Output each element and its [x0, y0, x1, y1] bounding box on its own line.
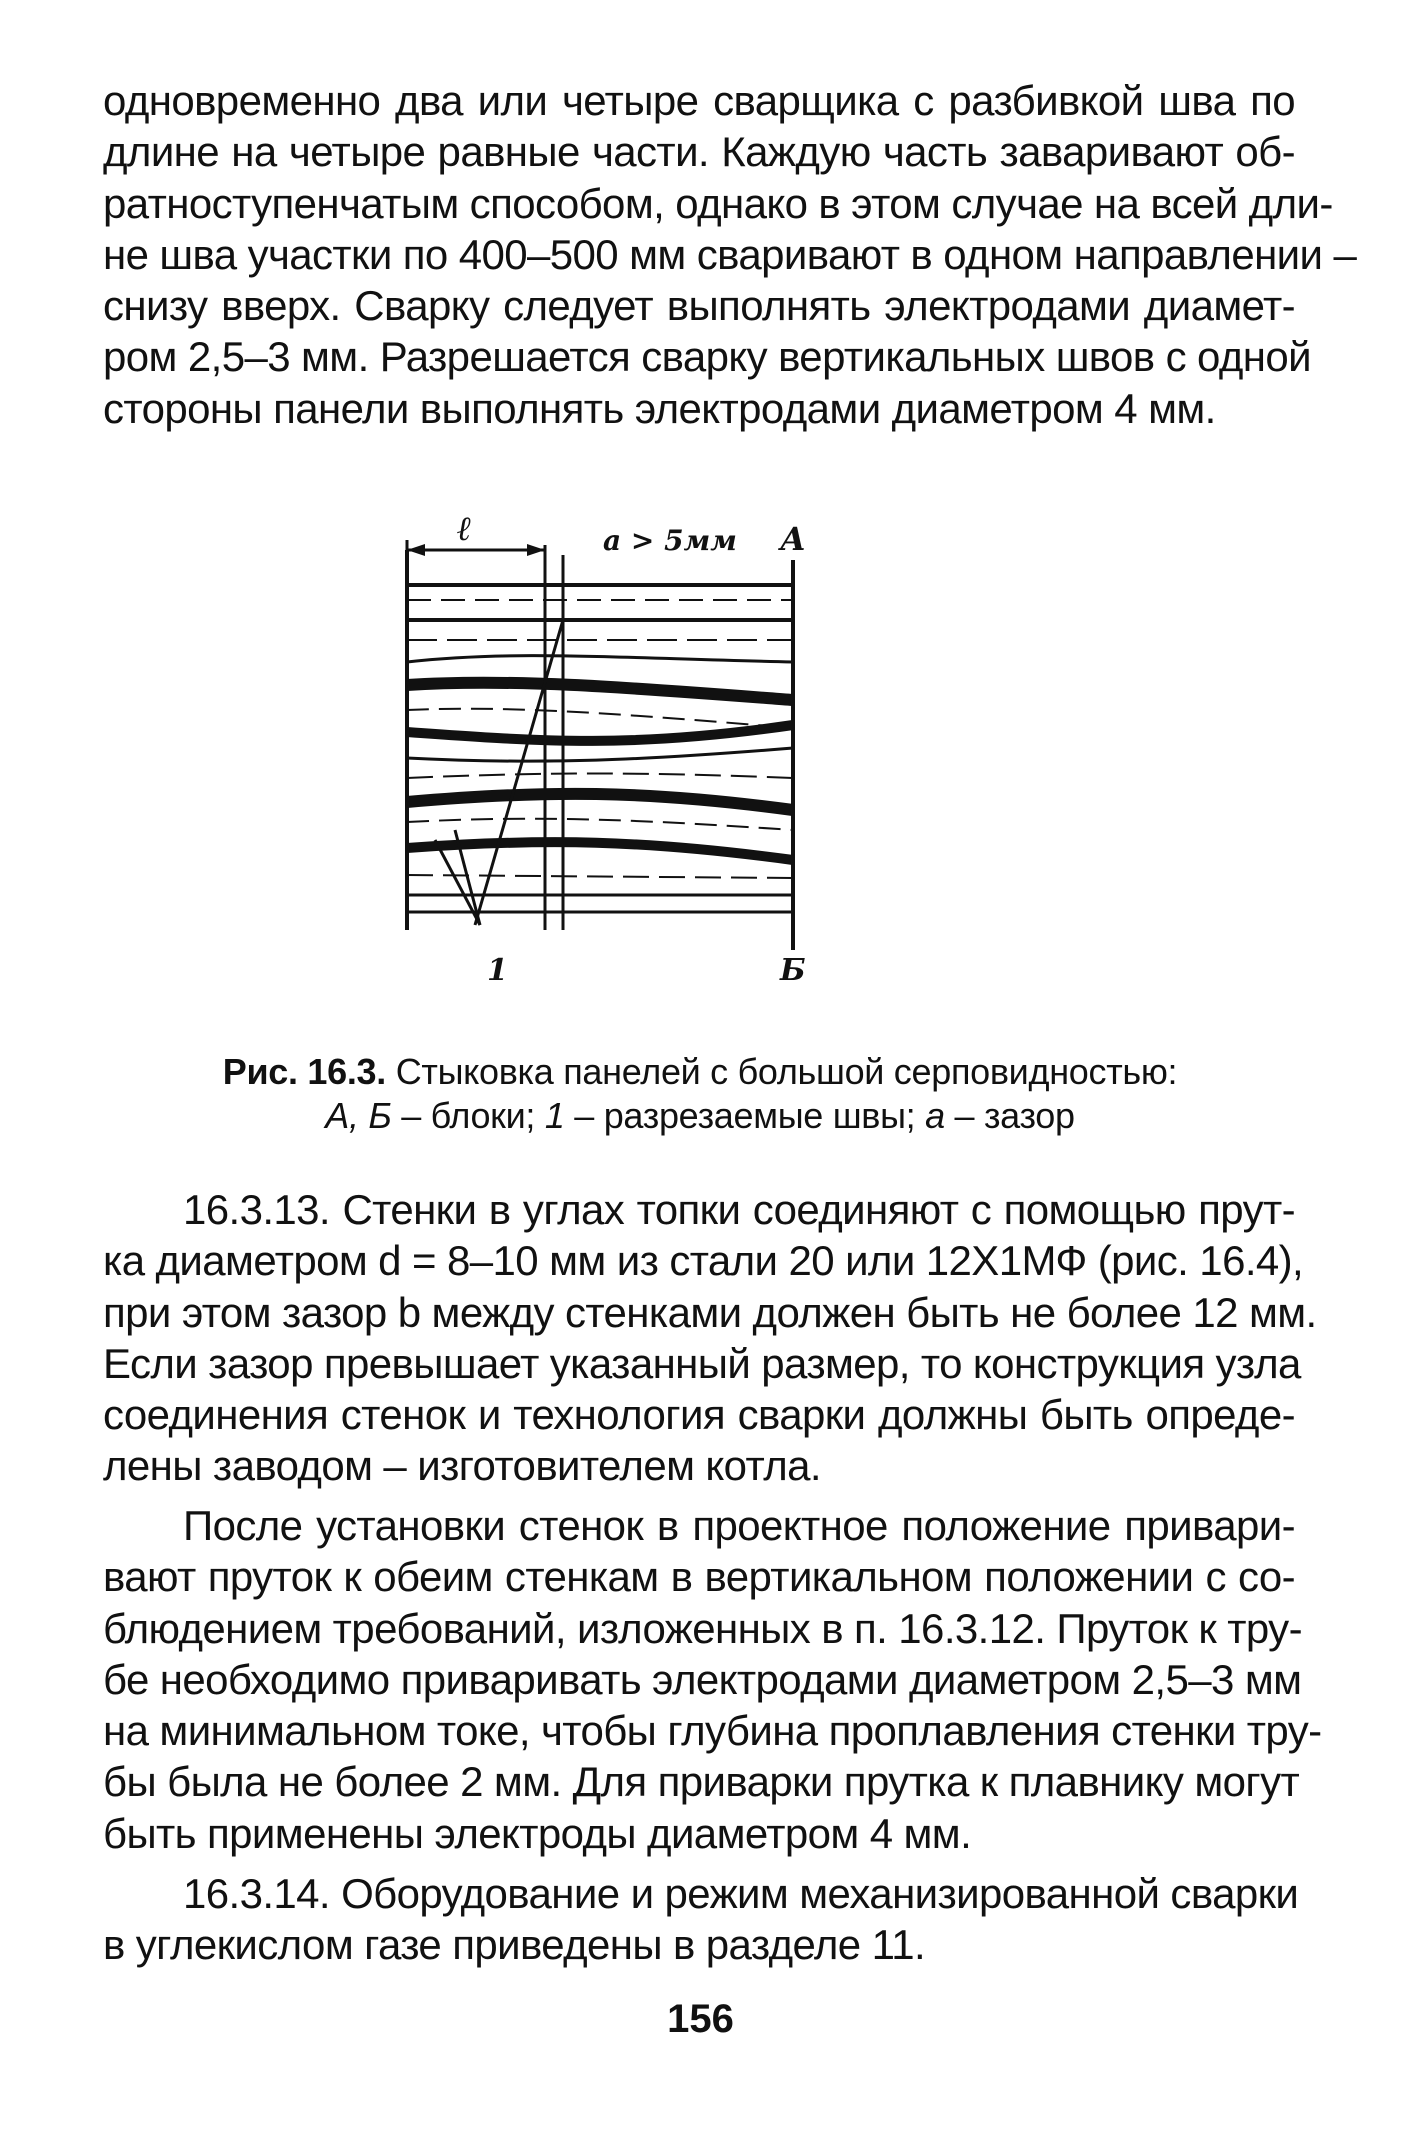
text-line: ром 2,5–3 мм. Разрешается сварку вертикальных швов с одной [103, 333, 1311, 381]
fin-row-4 [407, 709, 793, 728]
text-line: длине на четыре равные части. Каждую часть заваривают об- [103, 128, 1295, 176]
text-line: на минимальном токе, чтобы глубина проплавления стенки тру- [103, 1707, 1322, 1755]
label-block-a: А [780, 520, 807, 558]
text-line: не шва участки по 400–500 мм сваривают в одном направлении – [103, 230, 1357, 278]
caption-text: – разрезаемые швы; [564, 1095, 926, 1136]
caption-gap-letter: а [925, 1095, 945, 1136]
top-paragraph [103, 75, 1357, 434]
text-line: одновременно два или четыре сварщика с разбивкой шва по [103, 77, 1295, 124]
caption-line-1 [150, 1050, 1250, 1094]
dimension-arrow-left [407, 544, 425, 556]
caption-line-2 [150, 1094, 1250, 1138]
text-line: ратноступенчатым способом, однако в этом случае на всей дли- [103, 179, 1333, 227]
text-line: бе необходимо приваривать электродами диаметром 2,5–3 мм [103, 1655, 1302, 1703]
panel-joint-drawing [395, 510, 1015, 1000]
tube-row-4-thick [407, 683, 793, 700]
caption-blocks-letters: А, Б [325, 1095, 392, 1136]
text-line: снизу вверх. Сварку следует выполнять электродами диамет- [103, 282, 1295, 330]
text-line: в углекислом газе приведены в разделе 11. [103, 1921, 926, 1969]
caption-figure-number: Рис. 16.3. [222, 1051, 386, 1092]
text-line: при этом зазор b между стенками должен быть не более 12 мм. [103, 1288, 1317, 1336]
tube-row-6 [407, 748, 793, 761]
figure-caption [150, 1050, 1250, 1138]
caption-title: Стыковка панелей с большой серповидностью: [395, 1051, 1178, 1092]
text-line: блюдением требований, изложенных в п. 16.3.12. Пруток к тру- [103, 1604, 1302, 1652]
paragraph-rod-welding [103, 1500, 1322, 1859]
tube-row-5-thick [407, 725, 793, 741]
text-line: Если зазор превышает указанный размер, то конструкция узла [103, 1339, 1301, 1387]
text-line: стороны панели выполнять электродами диаметром 4 мм. [103, 384, 1216, 432]
label-seam-1: 1 [487, 953, 508, 988]
tube-row-7-thick [407, 794, 793, 810]
text-line: лены заводом – изготовителем котла. [103, 1442, 821, 1490]
label-gap-a: a > 5мм [603, 524, 737, 557]
caption-seam-number: 1 [544, 1095, 565, 1136]
leader-gap-a [475, 620, 563, 925]
fin-row-7 [407, 819, 793, 830]
label-block-b: Б [780, 953, 806, 988]
paragraph-16-3-14 [103, 1868, 1299, 1971]
text-line: ка диаметром d = 8–10 мм из стали 20 или 12Х1МФ (рис. 16.4), [103, 1237, 1304, 1285]
tube-row-3 [407, 656, 793, 662]
text-line: После установки стенок в проектное положение привари- [183, 1502, 1295, 1549]
text-line: бы была не более 2 мм. Для приварки прутка к плавнику могут [103, 1758, 1300, 1806]
text-line: вают пруток к обеим стенкам в вертикальном положении с со- [103, 1553, 1295, 1601]
fin-row-6 [407, 774, 793, 779]
fin-row-8 [407, 875, 793, 878]
text-line: 16.3.14. Оборудование и режим механизированной сварки [183, 1870, 1299, 1917]
text-line: 16.3.13. Стенки в углах топки соединяют с помощью прут- [183, 1186, 1295, 1233]
figure-panel-joint-diagram [395, 510, 1015, 1000]
caption-text: – блоки; [391, 1095, 545, 1136]
caption-text: – зазор [944, 1095, 1075, 1136]
label-l: ℓ [457, 510, 472, 549]
page-number: 156 [667, 1997, 734, 2041]
dimension-arrow-right [527, 544, 545, 556]
text-line: соединения стенок и технология сварки должны быть опреде- [103, 1391, 1295, 1439]
tube-row-8-thick [407, 842, 793, 860]
paragraph-16-3-13 [103, 1184, 1317, 1492]
text-line: быть применены электроды диаметром 4 мм. [103, 1809, 972, 1857]
